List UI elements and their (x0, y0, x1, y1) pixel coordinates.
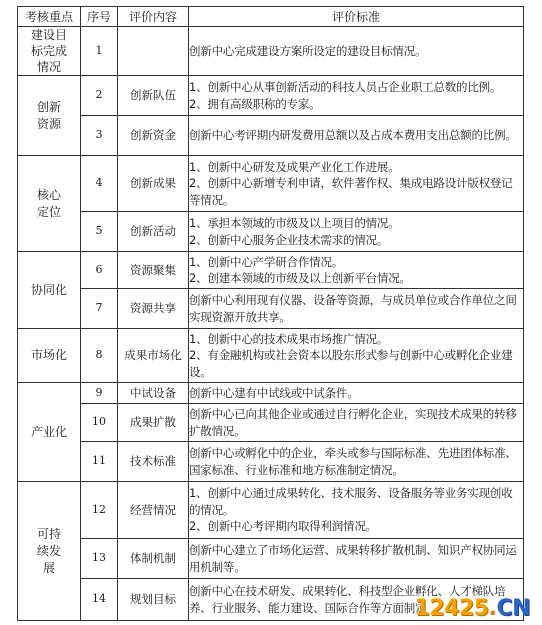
row-content: 成果市场化 (118, 329, 189, 383)
group-label: 建设目标完成情况 (30, 28, 67, 74)
group-cell (18, 252, 81, 329)
criteria-line: 1、创新中心通过成果转化、技术服务、设备服务等业务实现创收的情况。 (189, 486, 513, 517)
row-content: 体制机制 (118, 539, 189, 579)
row-criteria (189, 482, 524, 539)
criteria-line: 2、拥有高级职称的专家。 (189, 96, 321, 111)
header-number: 序号 (81, 7, 118, 27)
criteria-line: 2、创新中心新增专利申请，软件著作权、集成电路设计版权登记等情况。 (189, 176, 513, 207)
table-row (18, 212, 524, 252)
row-content: 创新成果 (118, 156, 189, 212)
row-number: 11 (81, 442, 118, 482)
row-content: 规划目标 (118, 579, 189, 621)
criteria-line: 2、创新中心考评期内取得利润情况。 (189, 519, 377, 534)
criteria-line: 创新中心建有中试线或中试条件。 (189, 385, 359, 400)
row-number: 2 (81, 76, 118, 116)
table-row (18, 482, 524, 539)
criteria-line: 2、有金融机构或社会资本以股东形式参与创新中心或孵化企业建设。 (189, 348, 513, 379)
row-number: 8 (81, 329, 118, 383)
row-criteria (189, 252, 524, 289)
table-row (18, 156, 524, 212)
row-content: 中试设备 (118, 383, 189, 404)
row-content: 创新资金 (118, 116, 189, 156)
table-row (18, 252, 524, 289)
criteria-line: 创新中心已向其他企业或通过自行孵化企业，实现技术成果的转移扩散情况。 (189, 407, 517, 438)
row-content (118, 27, 189, 76)
row-number: 13 (81, 539, 118, 579)
row-number: 6 (81, 252, 118, 289)
table-row (18, 116, 524, 156)
row-criteria (189, 442, 524, 482)
group-cell (18, 383, 81, 482)
criteria-line: 1、创新中心产学研合作情况。 (189, 254, 344, 269)
watermark-number: 12425 (414, 596, 489, 621)
row-content: 技术标准 (118, 442, 189, 482)
criteria-line: 1、创新中心的技术成果市场推广情况。 (189, 331, 389, 346)
criteria-line: 2、创建本领域的市级及以上创新平台情况。 (189, 271, 411, 285)
header-content: 评价内容 (118, 7, 189, 27)
row-criteria (189, 329, 524, 383)
watermark-dot: . (488, 596, 497, 621)
row-criteria (189, 289, 524, 329)
row-content: 创新队伍 (118, 76, 189, 116)
row-criteria (189, 404, 524, 442)
table-row (18, 289, 524, 329)
group-cell (18, 482, 81, 621)
row-criteria (189, 116, 524, 156)
group-label: 可持续发展 (36, 526, 61, 575)
row-number: 1 (81, 27, 118, 76)
group-label: 创新资源 (36, 99, 61, 131)
criteria-line: 创新中心或孵化中的企业，牵头或参与国际标准、先进团体标准、国家标准、行业标准和地方标准制定情况。 (189, 446, 517, 477)
row-content: 资源共享 (118, 289, 189, 329)
group-cell (18, 27, 81, 76)
header-criteria: 评价标准 (189, 7, 524, 27)
group-cell (18, 76, 81, 156)
row-criteria (189, 156, 524, 212)
table-row (18, 383, 524, 404)
row-criteria (189, 76, 524, 116)
row-criteria (189, 539, 524, 579)
criteria-line: 创新中心完成建设方案所设定的建设目标情况。 (189, 43, 427, 58)
criteria-line: 2、创新中心服务企业技术需求的情况。 (189, 232, 389, 247)
row-criteria (189, 212, 524, 252)
watermark-suffix: CN (496, 596, 530, 621)
row-criteria (189, 383, 524, 404)
table-row (18, 539, 524, 579)
site-watermark (415, 596, 530, 621)
table-row (18, 404, 524, 442)
group-label: 协同化 (30, 282, 67, 297)
header-row (18, 7, 524, 27)
group-cell (18, 329, 81, 383)
row-number: 9 (81, 383, 118, 404)
criteria-line: 创新中心建立了市场化运营、成果转移扩散机制、知识产权协同运用机制等。 (189, 543, 517, 574)
group-label: 产业化 (30, 424, 67, 439)
row-number: 7 (81, 289, 118, 329)
row-number: 3 (81, 116, 118, 156)
row-content: 资源聚集 (118, 252, 189, 289)
table-row (18, 27, 524, 76)
criteria-line: 1、创新中心从事创新活动的科技人员占企业职工总数的比例。 (189, 80, 502, 94)
row-content: 创新活动 (118, 212, 189, 252)
group-label: 核心定位 (36, 187, 61, 219)
table-row (18, 442, 524, 482)
row-content: 经营情况 (118, 482, 189, 539)
group-cell (18, 156, 81, 252)
table-row (18, 329, 524, 383)
group-label: 市场化 (30, 348, 67, 362)
row-content: 成果扩散 (118, 404, 189, 442)
criteria-line: 1、创新中心研发及成果产业化工作进展。 (189, 159, 400, 174)
row-number: 10 (81, 404, 118, 442)
criteria-line: 创新中心利用现有仪器、设备等资源，与成员单位或合作单位之间实现资源开放共享。 (189, 293, 517, 324)
row-number: 14 (81, 579, 118, 621)
evaluation-table (17, 6, 524, 621)
row-number: 5 (81, 212, 118, 252)
row-number: 4 (81, 156, 118, 212)
criteria-line: 创新中心考评期内研发费用总额以及占成本费用支出总额的比例。 (189, 128, 517, 143)
header-focus: 考核重点 (18, 7, 81, 27)
criteria-line: 1、承担本领域的市级及以上项目的情况。 (189, 216, 400, 230)
criteria-line: 创新中心在技术研发、成果转化、科技型企业孵化、人才梯队培养、行业服务、能力建设、国际合作等方面制定 (189, 584, 506, 615)
row-number: 12 (81, 482, 118, 539)
table-row (18, 76, 524, 116)
row-criteria (189, 27, 524, 76)
